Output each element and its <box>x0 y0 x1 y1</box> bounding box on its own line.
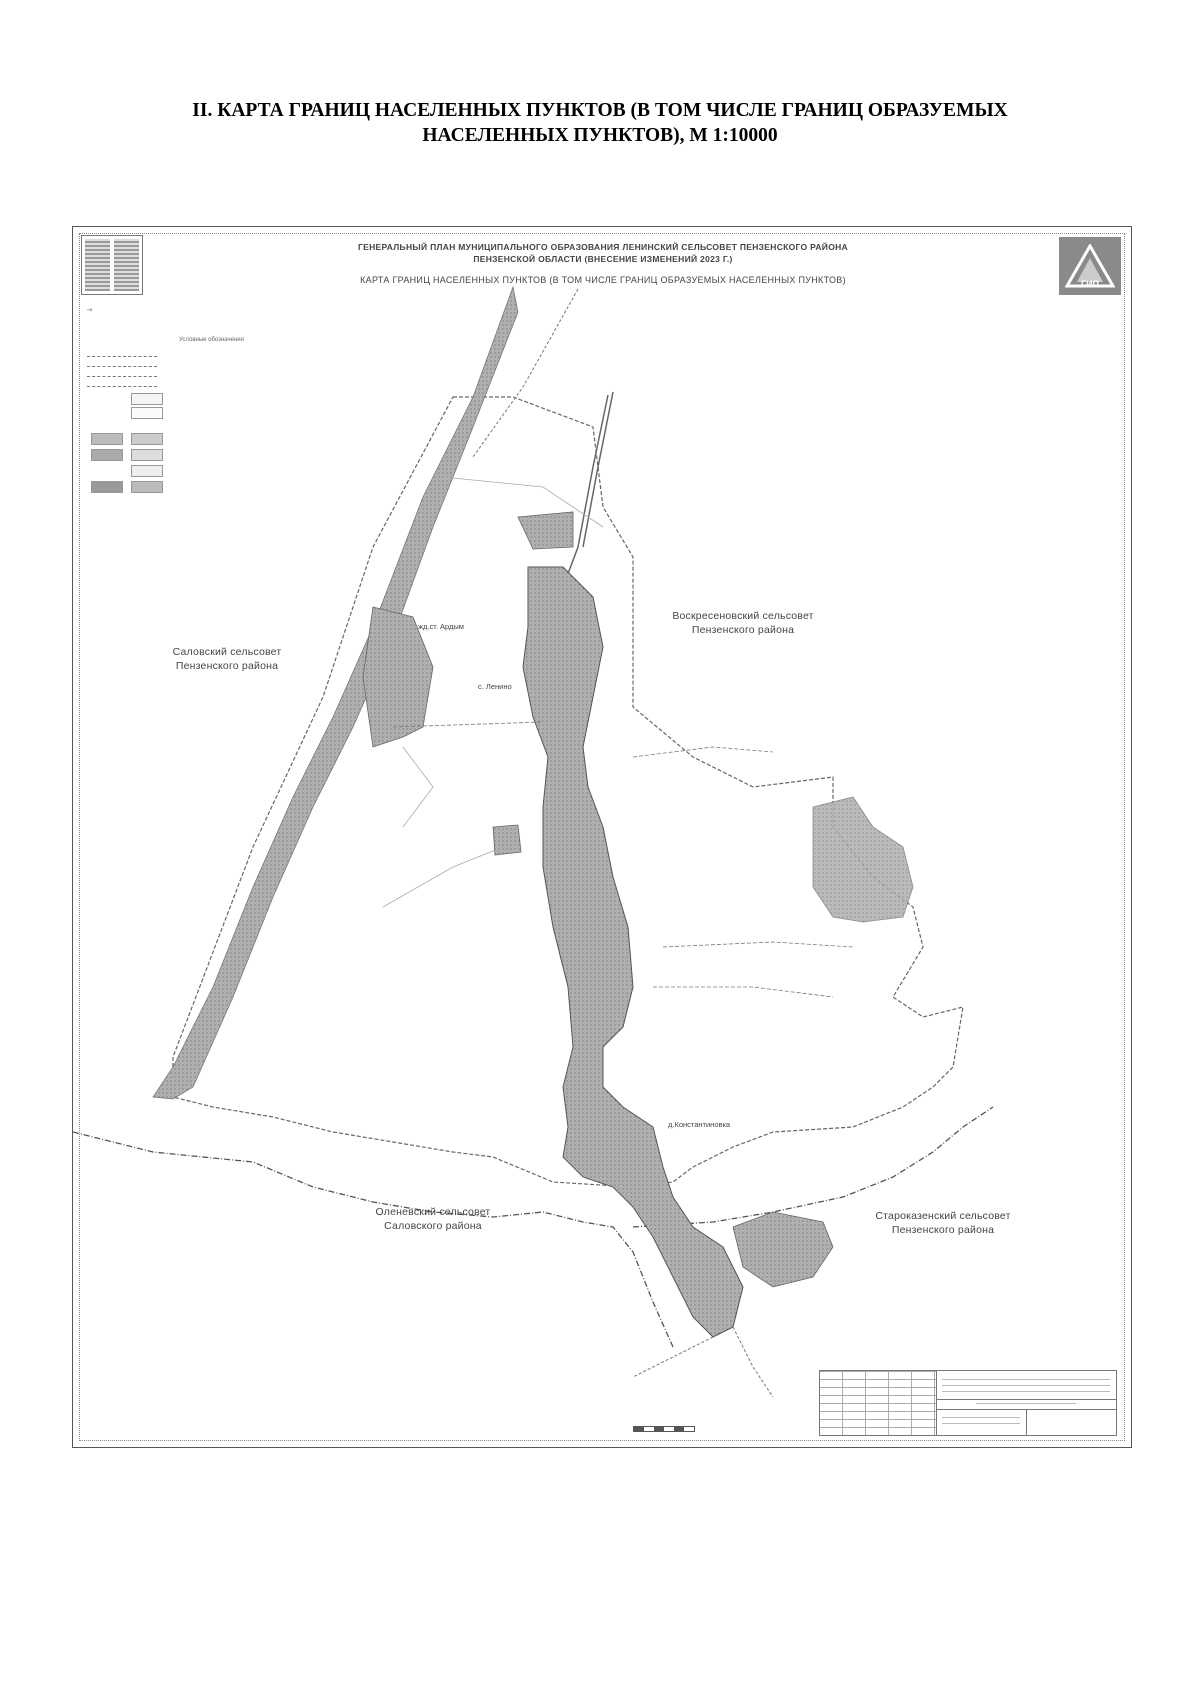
region-label-south-west: Оленевский сельсовет Саловского района <box>375 1206 491 1232</box>
settlement-label-lenino: с. Ленино <box>478 682 512 691</box>
road <box>633 1337 713 1377</box>
region-label-south-east: Староказенский сельсовет Пензенского района <box>875 1210 1011 1236</box>
region-label-west: Саловский сельсовет Пензенского района <box>172 646 282 672</box>
sheet-header-line1: ГЕНЕРАЛЬНЫЙ ПЛАН МУНИЦИПАЛЬНОГО ОБРАЗОВАНИЯ ЛЕНИНСКИЙ СЕЛЬСОВЕТ ПЕНЗЕНСКОГО РАЙОНА <box>358 242 848 252</box>
map-sheet <box>72 226 1132 1448</box>
page-heading-line2: НАСЕЛЕННЫХ ПУНКТОВ), М 1:10000 <box>422 125 778 146</box>
settlement-label-konstantinovka: д.Константиновка <box>668 1120 731 1129</box>
title-block-grid <box>820 1371 937 1435</box>
sheet-header-line3: КАРТА ГРАНИЦ НАСЕЛЕННЫХ ПУНКТОВ (В ТОМ ЧИСЛЕ ГРАНИЦ ОБРАЗУЕМЫХ НАСЕЛЕННЫХ ПУНКТОВ) <box>360 275 846 285</box>
settlement-area-konstantinovka <box>733 1212 833 1287</box>
road <box>733 1327 773 1397</box>
page-heading-line1: II. КАРТА ГРАНИЦ НАСЕЛЕННЫХ ПУНКТОВ (В ТОМ ЧИСЛЕ ГРАНИЦ ОБРАЗУЕМЫХ <box>192 100 1008 121</box>
logo-text: ГИП <box>1080 279 1100 289</box>
legend-title: Условные обозначения <box>179 337 244 343</box>
page-heading <box>60 98 1140 148</box>
title-block-description <box>936 1409 1027 1435</box>
drawing-title-block <box>819 1370 1117 1436</box>
scale-bar <box>633 1426 695 1432</box>
settlement-label-ardym: жд.ст. Ардым <box>418 622 464 631</box>
settlement-area-west-small <box>493 825 521 855</box>
map-canvas <box>73 227 1133 1449</box>
title-block-project <box>936 1371 1116 1400</box>
sheet-header-line2: ПЕНЗЕНСКОЙ ОБЛАСТИ (ВНЕСЕНИЕ ИЗМЕНЕНИЙ 2023 Г.) <box>473 254 733 264</box>
region-label-east: Воскресеновский сельсовет Пензенского района <box>672 610 814 636</box>
north-arrow: ↑ <box>85 307 93 313</box>
settlement-area-east <box>813 797 913 922</box>
